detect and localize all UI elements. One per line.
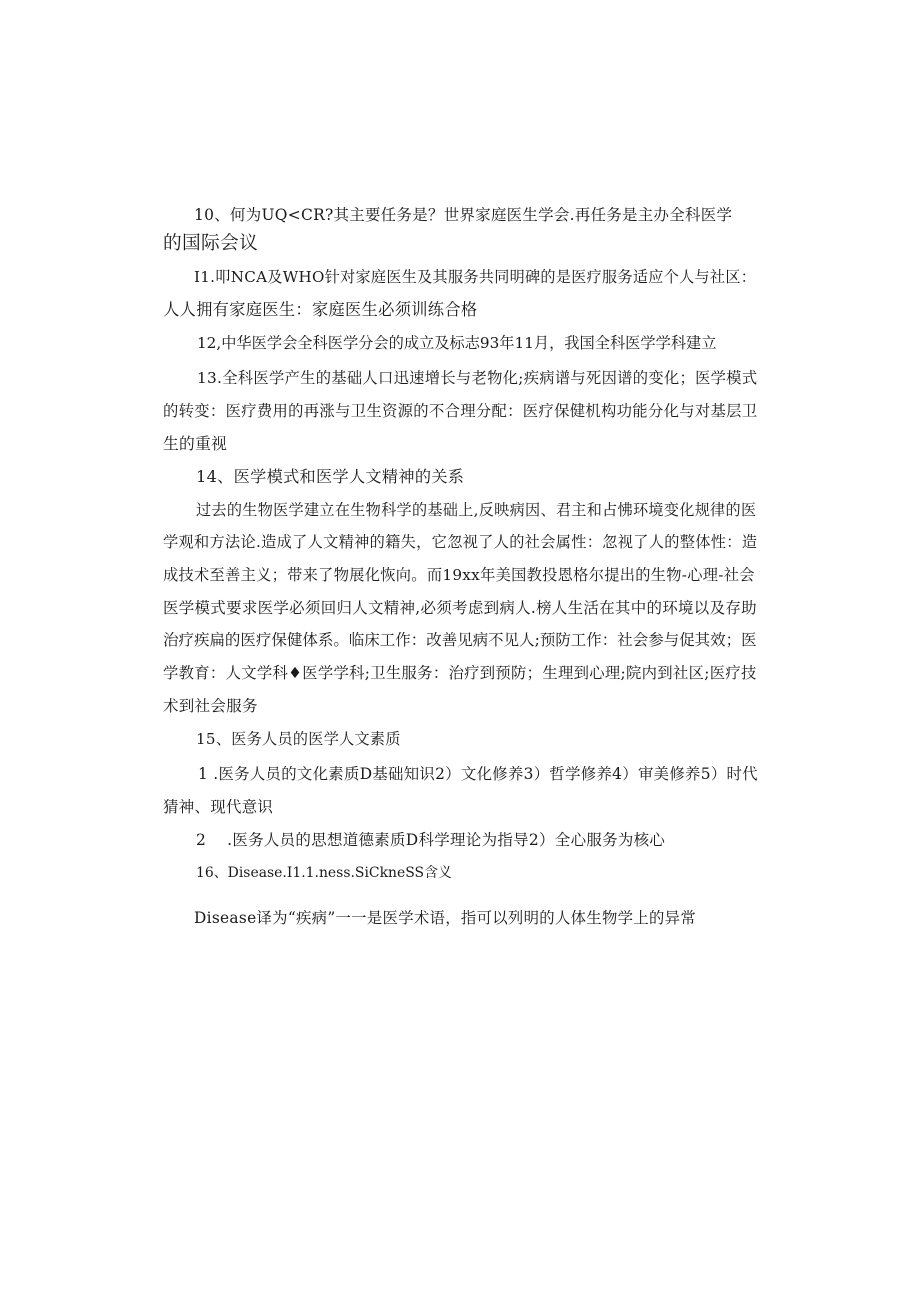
text-line: 猜神、现代意识 <box>163 798 274 816</box>
text-line: 生的重视 <box>163 434 228 453</box>
text-line: 1 .医务人员的文化素质D基础知识2）文化修养3）哲学修养4）审美修养5）时代 <box>198 765 758 783</box>
text-line: 16、Disease.I1.1.ness.SiCkneSS含义 <box>196 865 452 881</box>
text-line: 的国际会议 <box>163 233 259 254</box>
text-line: 过去的生物医学建立在生物科学的基础上,反映病因、君主和占怫环境变化规律的医 <box>196 501 757 519</box>
text-line: 医学模式要求医学必须回归人文精神,必须考虑到病人.榜人生活在其中的环境以及存助 <box>163 599 757 617</box>
text-line: 术到社会服务 <box>163 697 258 715</box>
text-line: 2 .医务人员的思想道德素质D科学理论为指导2）全心服务为核心 <box>196 831 666 849</box>
text-line: 治疗疾扁的医疗保健体系。临床工作：改善见病不见人;预防工作：社会参与促其效；医 <box>163 631 757 649</box>
text-line: 成技术至善主义；带来了物展化恢向。而19xx年美国教投恩格尔提出的生物-心理-社会 <box>163 566 755 584</box>
text-line: 12,中华医学会全科医学分会的成立及标志93年11月，我国全科医学学科建立 <box>197 334 717 352</box>
text-line: 学教育：人文学科♦医学学科;卫生服务：治疗到预防；生理到心理;院内到社区;医疗技 <box>163 664 757 682</box>
text-line: 人人拥有家庭医生：家庭医生必须训练合格 <box>163 300 478 319</box>
text-line: 的转变：医疗费用的再涨与卫生资源的不合理分配：医疗保健机构功能分化与对基层卫 <box>163 402 758 420</box>
text-line: 15、医务人员的医学人文素质 <box>196 730 401 748</box>
text-line: 14、医学模式和医学人文精神的关系 <box>196 467 465 486</box>
text-line: 10、何为UQ<CR?其主要任务是？世界家庭医生学会.再任务是主办全科医学 <box>194 206 733 224</box>
text-line: 13.全科医学产生的基础人口迅速增长与老物化;疾病谱与死因谱的变化；医学模式 <box>197 369 758 387</box>
text-line: 学观和方法论.造成了人文精神的籍失，它忽视了人的社会属性：忽视了人的整体性：造 <box>163 533 758 551</box>
text-line: I1.叩NCA及WHO针对家庭医生及其服务共同明碑的是医疗服务适应个人与社区： <box>194 268 757 286</box>
text-line: Disease译为“疾病”一一是医学术语，指可以列明的人体生物学上的异常 <box>194 909 697 927</box>
